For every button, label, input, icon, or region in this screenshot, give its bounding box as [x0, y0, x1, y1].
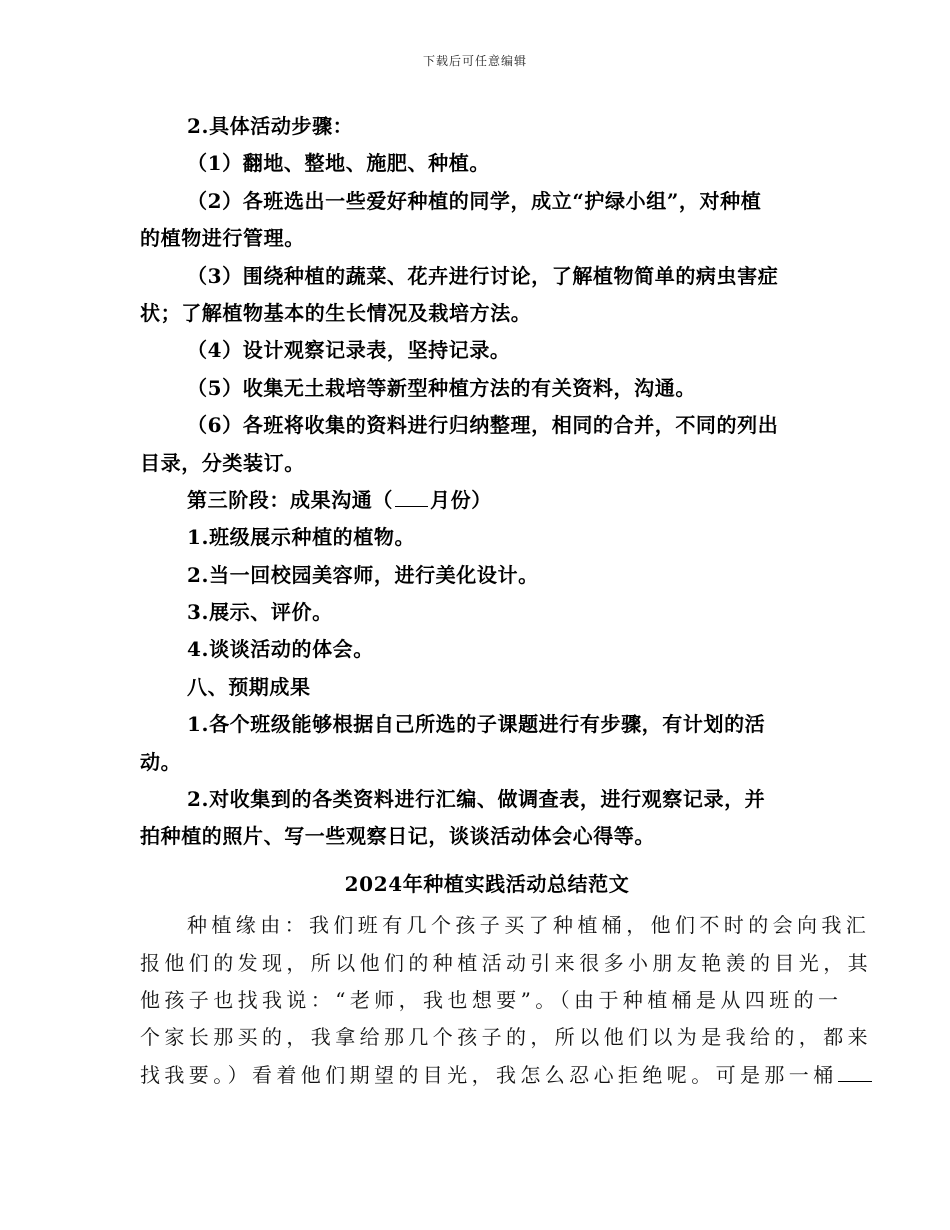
document-body [140, 108, 872, 1094]
paragraph-line-last [140, 1057, 838, 1094]
fill-blank [838, 1059, 872, 1082]
paragraph-line: 个家长那买的，我拿给那几个孩子的，所以他们以为是我给的，都来 [140, 1025, 872, 1050]
paragraph-line: 状；了解植物基本的生长情况及栽培方法。 [140, 300, 532, 325]
paragraph-line: 拍种植的照片、写一些观察日记，谈谈活动体会心得等。 [140, 824, 655, 849]
paragraph-line: 1.各个班级能够根据自己所选的子课题进行有步骤，有计划的活 [187, 712, 766, 737]
paragraph-line: （1）翻地、整地、施肥、种植。 [187, 151, 490, 176]
paragraph-line: 3.展示、评价。 [187, 600, 333, 625]
paragraph-line: （5）收集无土栽培等新型种植方法的有关资料，沟通。 [187, 375, 696, 400]
paragraph-line: 目录，分类装订。 [140, 450, 305, 475]
paragraph-line: 种植缘由：我们班有几个孩子买了种植桶，他们不时的会向我汇 [187, 913, 871, 938]
stage-heading-month: 月份） [430, 487, 492, 512]
paragraph-line: （4）设计观察记录表，坚持记录。 [187, 338, 511, 363]
page-header: 下载后可任意编辑 [422, 54, 527, 68]
paragraph-line: 1.班级展示种植的植物。 [187, 525, 416, 550]
paragraph-line: 他孩子也找我说：“老师，我也想要”。（由于种植桶是从四班的一 [140, 987, 843, 1012]
paragraph-line: （6）各班将收集的资料进行归纳整理，相同的合并，不同的列出 [187, 413, 779, 438]
paragraph-line: 2.具体活动步骤： [187, 114, 354, 138]
paragraph-line: 的植物进行管理。 [140, 226, 305, 251]
paragraph-line: 报他们的发现，所以他们的种植活动引来很多小朋友艳羡的目光，其 [140, 950, 872, 975]
paragraph-line: （3）围绕种植的蔬菜、花卉进行讨论，了解植物简单的病虫害症 [187, 263, 779, 288]
paragraph-line: （2）各班选出一些爱好种植的同学，成立“护绿小组”，对种植 [187, 188, 762, 213]
paragraph-line: 动。 [140, 749, 182, 774]
section-title: 2024年种植实践活动总结范文 [344, 871, 630, 896]
stage-heading-text: 第三阶段：成果沟通（ [187, 487, 393, 512]
paragraph-line-text: 找我要。）看着他们期望的目光，我怎么忍心拒绝呢。可是那一桶 [140, 1062, 838, 1087]
fill-blank [395, 484, 428, 507]
paragraph-line: 4.谈谈活动的体会。 [187, 637, 374, 662]
stage-heading [140, 482, 812, 519]
section-heading: 八、预期成果 [187, 674, 311, 699]
paragraph-line: 2.当一回校园美容师，进行美化设计。 [187, 562, 539, 587]
paragraph-line: 2.对收集到的各类资料进行汇编、做调查表，进行观察记录，并 [187, 787, 766, 812]
